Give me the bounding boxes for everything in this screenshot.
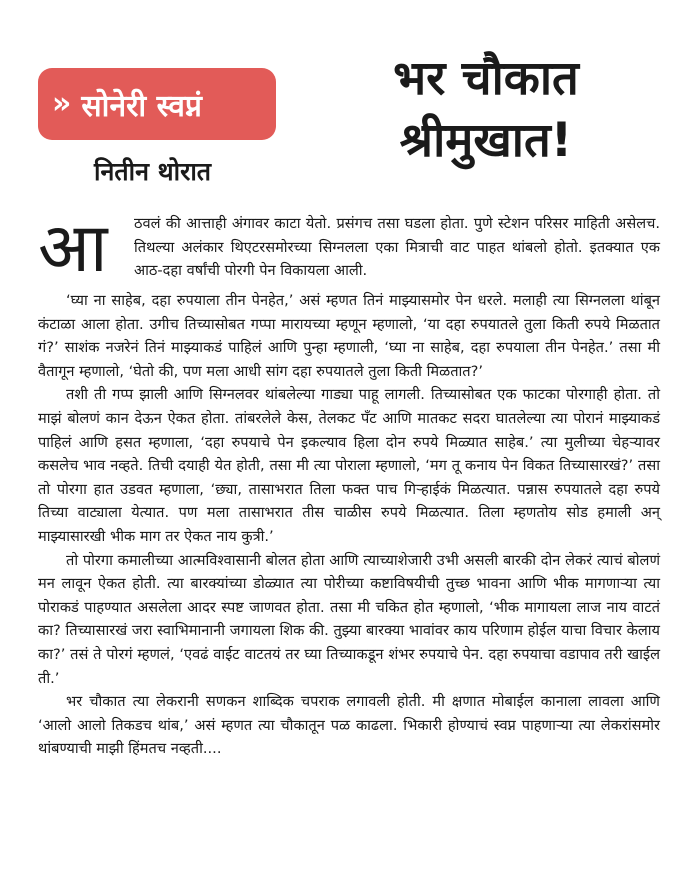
paragraph: ‘घ्या ना साहेब, दहा रुपयाला तीन पेनहेत,’ असं म्हणत तिनं माझ्यासमोर पेन धरले. मलाही त्या सिग्नलला थांबून कंटाळा आला होता. उगीच तिच्यासोबत गप्पा मारायच्या म्हणून म्हणालो, ‘या दहा रुपयातले तुला किती रुपये मिळतात गं?’ साशंक नजरेनं तिनं माझ्याकडं पाहिलं आणि पुन्हा म्हणाली, ‘घ्या ना साहेब, दहा रुपयाला तीन पेनहेत.’ तसा मी वैतागून म्हणालो, ‘घेतो की, पण मला आधी सांग दहा रुपयातले तुला किती मिळतात?’ (38, 292, 660, 380)
column-name: सोनेरी स्वप्नं (81, 88, 202, 124)
headline (326, 48, 646, 172)
headline-line-1: भर चौकात (393, 51, 579, 106)
paragraph: तो पोरगा कमालीच्या आत्मविश्वासानी बोलत होता आणि त्याच्याशेजारी उभी असली बारकी दोन लेकरं त्याचं बोलणं मन लावून ऐकत होती. त्या बारक्यांच्या डोळ्यात त्या पोरीच्या कष्टाविषयीची तुच्छ भावना आणि भीक मागणाऱ्या त्या पोराकडं पाहण्यात असलेला आदर स्पष्ट जाणवत होता. तसा मी चकित होत म्हणालो, ‘भीक मागायला लाज नाय वाटतं का? तिच्यासारखं जरा स्वाभिमानानी जगायला शिक की. तुझ्या बारक्या भावांवर काय परिणाम होईल याचा विचार केलाय का?’ तसं ते पोरगं म्हणलं, ‘एवढं वाईट वाटतयं तर घ्या तिच्याकडून शंभर रुपयाचे पेन. दहा रुपयाचा वडापाव तरी खाईल ती.’ (38, 551, 660, 687)
opening-paragraph (38, 209, 660, 288)
drop-cap: आ (38, 209, 108, 288)
column-badge (38, 68, 276, 140)
paragraph: तशी ती गप्प झाली आणि सिग्नलवर थांबलेल्या गाड्या पाहू लागली. तिच्यासोबत एक फाटका पोरगाही होता. तो माझं बोलणं कान देऊन ऐकत होता. तांबरलेले केस, तेलकट पँट आणि मातकट सदरा घातलेल्या त्या पोरानं माझ्याकडं पाहिलं आणि हसत म्हणाला, ‘दहा रुपयाचे पेन इकल्याव हिला दोन रुपये मिळ्यात साहेब.’ त्या मुलीच्या चेहऱ्यावर कसलेच भाव नव्हते. तिची दयाही येत होती, तसा मी त्या पोराला म्हणालो, ‘मग तू कनाय पेन विकत तिच्यासारखं?’ तसा तो पोरगा हात उडवत म्हणाला, ‘छ्या, तासाभरात तिला फक्त पाच गिऱ्हाईकं मिळत्यात. पन्नास रुपयातले दहा रुपये तिच्या वाट्याला येत्यात. पण मला तासाभरात तीस चाळीस रुपये मिळत्यात. तिला म्हणतोय सोड हमाली अन् माझ्यासारखी भीक माग तर ऐकत नाय कुत्री.’ (38, 386, 660, 545)
chevron-right-icon: » (52, 86, 72, 121)
opening-text: ठवलं की आत्ताही अंगावर काटा येतो. प्रसंगच तसा घडला होता. पुणे स्टेशन परिसर माहिती असेलच. तिथल्या अलंकार थिएटरसमोरच्या सिग्नलला एका मित्राची वाट पाहत थांबलो होतो. इतक्यात एक आठ-दहा वर्षांची पोरगी पेन विकायला आली. (134, 215, 660, 280)
paragraph: भर चौकात त्या लेकरानी सणकन शाब्दिक चपराक लगावली होती. मी क्षणात मोबाईल कानाला लावला आणि ‘आलो आलो तिकडच थांब,’ असं म्हणत त्या चौकातून पळ काढला. भिकारी होण्याचं स्वप्न पाहणाऱ्या त्या लेकरांसमोर थांबण्याची माझी हिंमतच नव्हती.... (38, 693, 660, 758)
article-body (38, 209, 660, 761)
headline-line-2: श्रीमुखात! (399, 113, 573, 168)
author-byline: नितीन थोरात (94, 157, 212, 186)
